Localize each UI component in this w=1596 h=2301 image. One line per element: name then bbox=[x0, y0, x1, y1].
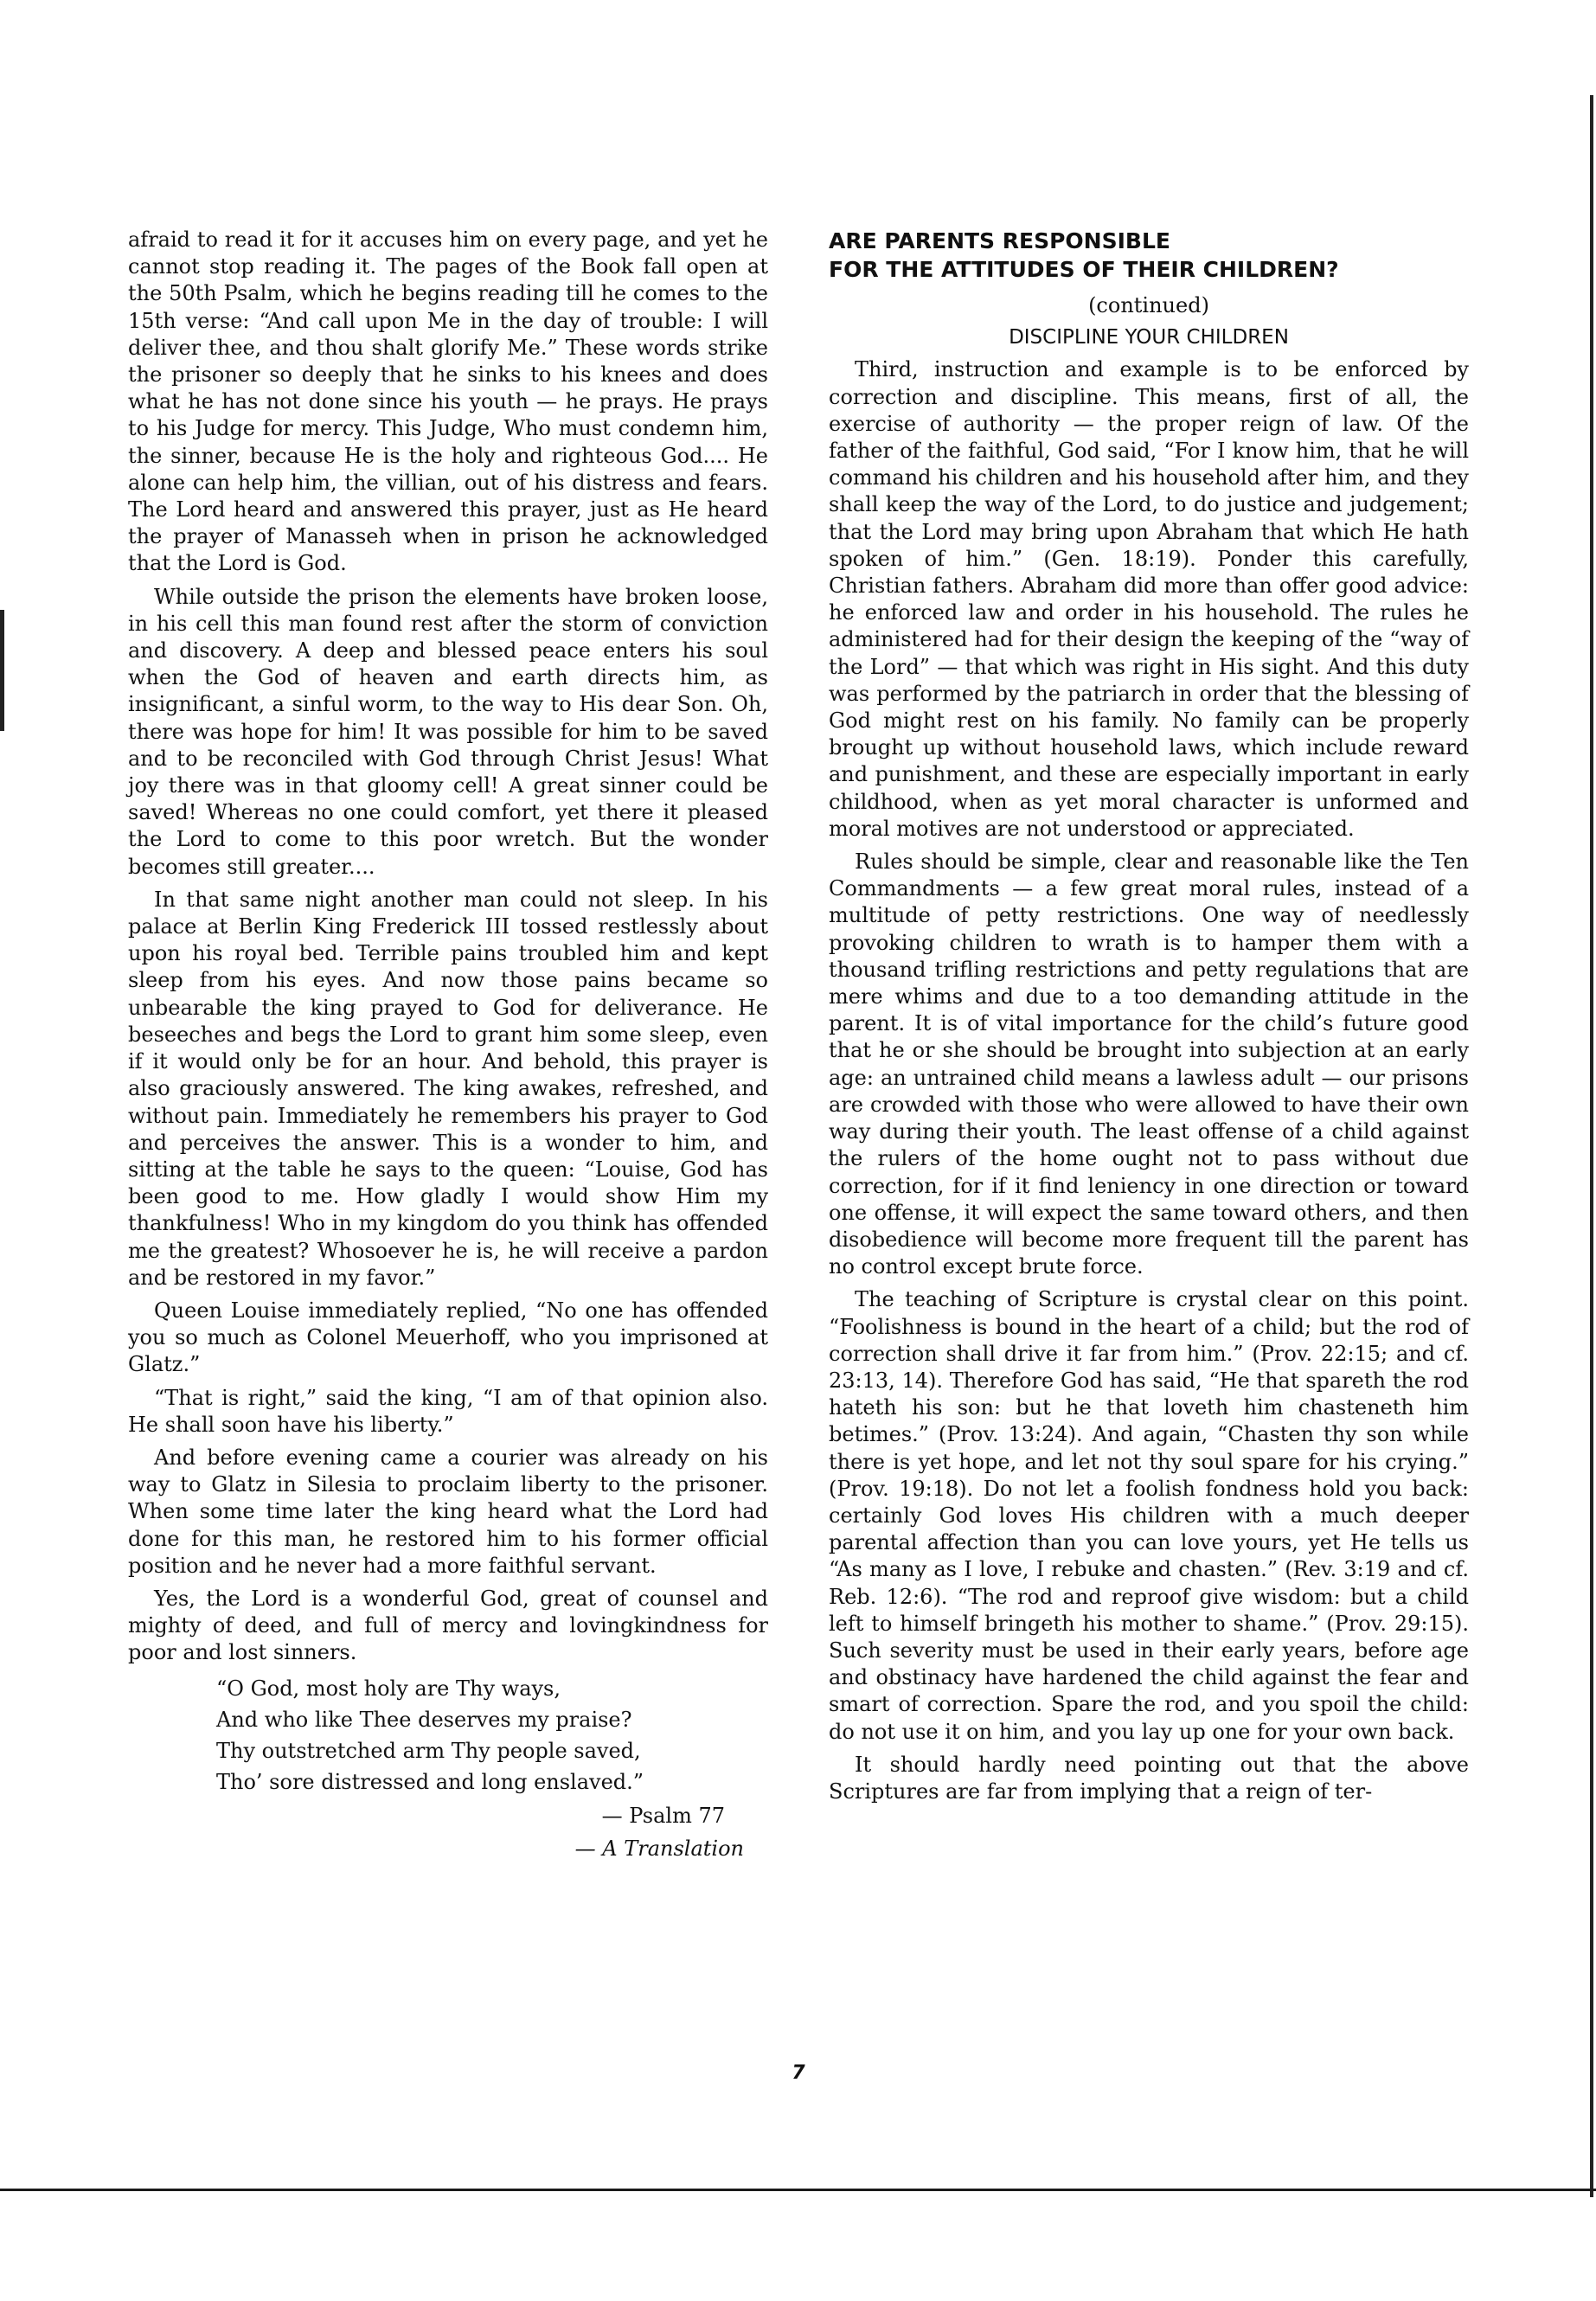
right-column bbox=[829, 227, 1469, 1811]
body-paragraph: The teaching of Scripture is crystal clear on this point. “Foolishness is bound in the heart of a child; but the rod of correction shall drive it far from him.” (Prov. 22:15; and cf. 23:13, 14). Therefore God has said, “He that spareth the rod hateth his son: but he that loveth him chasteneth him betimes.” (Prov. 13:24). And again, “Chasten thy son while there is yet hope, and let not thy soul spare for his crying.” (Prov. 19:18). Do not let a foolish fondness hold you back: certainly God loves His children with a much deeper parental affection than you can love yours, yet He tells us “As many as I love, I rebuke and chasten.” (Rev. 3:19 and cf. Reb. 12:6). “The rod and reproof give wisdom: but a child left to himself bringeth his mother to shame.” (Prov. 29:15). Such severity must be used in their early years, before age and obstinacy have hardened the child against the fear and smart of correction. Spare the rod, and you spoil the child: do not use it on him, and you lay up one for your own back. bbox=[829, 1287, 1469, 1744]
poem-line: And who like Thee deserves my praise? bbox=[216, 1707, 632, 1732]
body-paragraph: Queen Louise immediately replied, “No one has offended you so much as Colonel Meuerhoff, who you imprisoned at Glatz.” bbox=[128, 1298, 768, 1377]
article-heading-line-2: FOR THE ATTITUDES OF THEIR CHILDREN? bbox=[829, 257, 1339, 282]
left-column bbox=[128, 227, 768, 1862]
body-paragraph: Third, instruction and example is to be enforced by correction and discipline. This means, first of all, the exercise of authority — the proper reign of law. Of the father of the faithful, God said, “For I know him, that he will command his children and his household after him, and they shall keep the way of the Lord, to do justice and judgement; that the Lord may bring upon Abraham that which He hath spoken of him.” (Gen. 18:19). Ponder this carefully, Christian fathers. Abraham did more than offer good advice: he enforced law and order in his household. The rules he administered had for their design the keeping of the “way of the Lord” — that which was right in His sight. And this duty was performed by the patriarch in order that the blessing of God might rest on his family. No family can be properly brought up without household laws, which include reward and punishment, and these are especially important in early childhood, when as yet moral character is unformed and moral motives are not understood or appreciated. bbox=[829, 357, 1469, 841]
body-paragraph: Yes, the Lord is a wonderful God, great of counsel and mighty of deed, and full of mercy and lovingkindness for poor and lost sinners. bbox=[128, 1586, 768, 1665]
continued-label: (continued) bbox=[1088, 293, 1209, 317]
article-heading-line-1: ARE PARENTS RESPONSIBLE bbox=[829, 228, 1170, 253]
body-paragraph: And before evening came a courier was already on his way to Glatz in Silesia to proclaim liberty to the prisoner. When some time later the king heard what the Lord had done for this man, he restored him to his former official position and he never had a more faithful servant. bbox=[128, 1445, 768, 1578]
page-number: 7 bbox=[792, 2062, 805, 2084]
poem-line: Tho’ sore distressed and long enslaved.” bbox=[216, 1770, 644, 1795]
poem bbox=[216, 1676, 768, 1797]
body-paragraph: “That is right,” said the king, “I am of that opinion also. He shall soon have his liberty.” bbox=[128, 1385, 768, 1437]
page-edge-rule bbox=[1590, 95, 1593, 2197]
section-title: DISCIPLINE YOUR CHILDREN bbox=[1009, 326, 1289, 349]
scan-margin-mark bbox=[0, 610, 4, 731]
body-paragraph: It should hardly need pointing out that the above Scriptures are far from implying that a reign of ter- bbox=[829, 1752, 1469, 1804]
body-paragraph: While outside the prison the elements have broken loose, in his cell this man found rest after the storm of conviction and discovery. A deep and blessed peace enters his soul when the God of heaven and earth directs him, as insignificant, a sinful worm, to the way to His dear Son. Oh, there was hope for him! It was possible for him to be saved and to be reconciled with God through Christ Jesus! What joy there was in that gloomy cell! A great sinner could be saved! Whereas no one could comfort, yet there it pleased the Lord to come to this poor wretch. But the wonder becomes still greater.... bbox=[128, 584, 768, 879]
body-paragraph: In that same night another man could not sleep. In his palace at Berlin King Frederick III tossed restlessly about upon his royal bed. Terrible pains troubled him and kept sleep from his eyes. And now those pains became so unbearable the king prayed to God for deliverance. He beseeches and begs the Lord to grant him some sleep, even if it would only be for an hour. And behold, this prayer is also graciously answered. The king awakes, refreshed, and without pain. Immediately he remembers his prayer to God and perceives the answer. This is a wonder to him, and sitting at the table he says to the queen: “Louise, God has been good to me. How gladly I would show Him my thankfulness! Who in my kingdom do you think has offended me the greatest? Whosoever he is, he will receive a pardon and be restored in my favor.” bbox=[128, 887, 768, 1290]
translation-attribution: — A Translation bbox=[574, 1836, 744, 1861]
poem-attribution: — Psalm 77 bbox=[601, 1804, 725, 1829]
page-bottom-edge bbox=[0, 2189, 1596, 2191]
poem-line: Thy outstretched arm Thy people saved, bbox=[216, 1738, 641, 1763]
body-paragraph: afraid to read it for it accuses him on every page, and yet he cannot stop reading it. The pages of the Book fall open at the 50th Psalm, which he begins reading till he comes to the 15th verse: “And call upon Me in the day of trouble: I will deliver thee, and thou shalt glorify Me.” These words strike the prisoner so deeply that he sinks to his knees and does what he has not done since his youth — he prays. He prays to his Judge for mercy. This Judge, Who must condemn him, the sinner, because He is the holy and righteous God.... He alone can help him, the villian, out of his distress and fears. The Lord heard and answered this prayer, just as He heard the prayer of Manasseh when in prison he acknowledged that the Lord is God. bbox=[128, 228, 768, 576]
poem-line: “O God, most holy are Thy ways, bbox=[216, 1676, 561, 1701]
body-paragraph: Rules should be simple, clear and reasonable like the Ten Commandments — a few great moral rules, instead of a multitude of petty restrictions. One way of needlessly provoking children to wrath is to hamper them with a thousand trifling restrictions and petty regulations that are mere whims and due to a too demanding attitude in the parent. It is of vital importance for the child’s future good that he or she should be brought into subjection at an early age: an untrained child means a lawless adult — our prisons are crowded with those who were allowed to have their own way during their youth. The least offense of a child against the rulers of the home ought not to pass without due correction, for if it find leniency in one direction or toward one offense, it will expect the same toward others, and then disobedience will become more frequent till the parent has no control except brute force. bbox=[829, 849, 1469, 1279]
